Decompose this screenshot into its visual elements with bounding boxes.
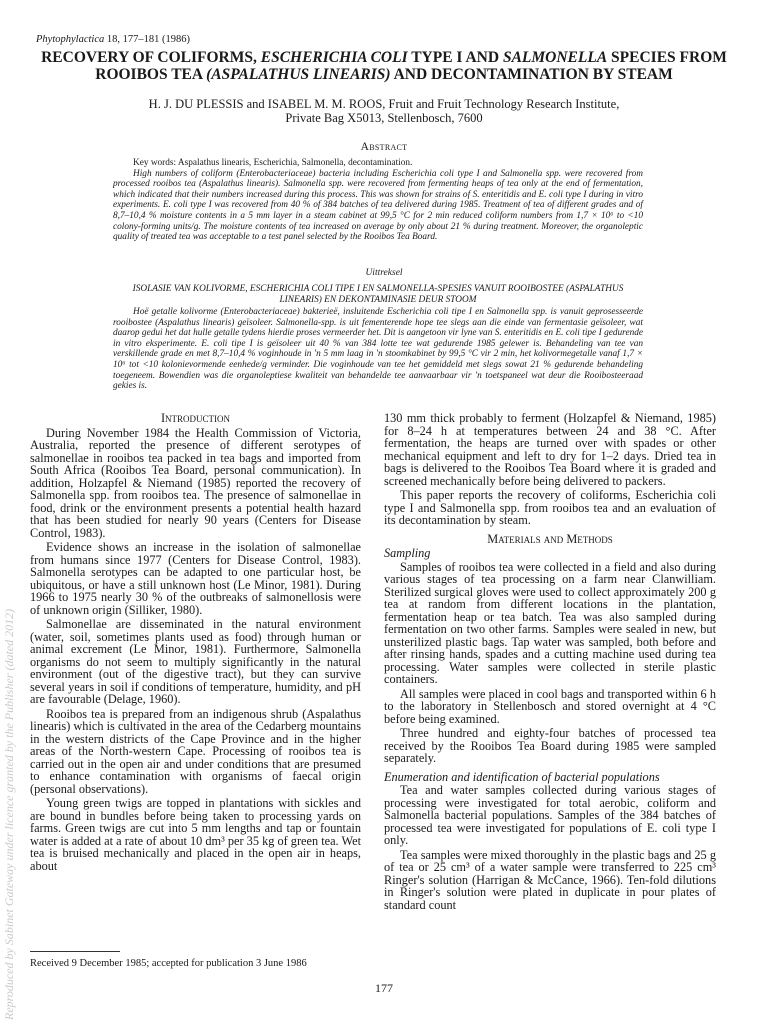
received-footnote: Received 9 December 1985; accepted for publication 3 June 1986: [30, 958, 307, 969]
methods-heading: Materials and Methods: [487, 531, 613, 546]
page-number: 177: [375, 981, 393, 995]
paragraph: During November 1984 the Health Commission of Victoria, Australia, reported the presence of different serotypes of salmonellae in rooibos tea packed in tea bags and imported from South Africa (Rooibos Tea Board, personal communication). In addition, Holzapfel & Niemand (1985) reported the recovery of Salmonella spp. from rooibos tea. The presence of salmonellae in food, drink or the environment presents a potential health hazard that has been studied for nearly 90 years (Centers for Disease Control, 1983).: [30, 425, 361, 540]
paper-title: [30, 50, 738, 83]
paragraph: Evidence shows an increase in the isolation of salmonellae from humans since 1977 (Centers for Disease Control, 1983). Salmonella serotypes can be adapted to one particular host, be ubiquitous, or have a still unknown host (Le Minor, 1981). During 1966 to 1975 nearly 30 % of the outbreaks of salmonellosis were of unknown origin (Silliker, 1980).: [30, 540, 361, 617]
journal-volume: 18, 177–181 (1986): [106, 34, 190, 45]
paragraph: Samples of rooibos tea were collected in a field and also during various stages of tea processing on a farm near Clanwilliam. Sterilized surgical gloves were used to collect approximately 200 g tea at random from different locations in the plantation, fermentation heap or tea batch. Tea was also sampled during fermentation on two other farms. Samples were sealed in new, but unsterilized plastic bags. Tap water was sampled, both before and after rinsing hands, spades and a cutting machine used during tea processing. Water samples were collected in sterile plastic containers.: [384, 559, 716, 686]
paragraph: All samples were placed in cool bags and transported within 6 h to the laboratory in Stellenbosch and stored overnight at 4 °C before being examined.: [384, 686, 716, 726]
enumeration-subheading: Enumeration and identification of bacterial populations: [384, 769, 660, 784]
introduction-heading: Introduction: [160, 411, 231, 425]
abstract: [113, 158, 643, 243]
left-column: [30, 412, 361, 874]
sampling-subheading: Sampling: [384, 546, 431, 560]
title-part: AND DECONTAMINATION BY STEAM: [390, 65, 673, 83]
paragraph: Tea samples were mixed thoroughly in the plastic bags and 25 g of tea or 25 cm³ of a water sample were transferred to 225 cm³ Ringer's solution (Harrigan & McCance, 1966). Ten-fold dilutions in Ringer's solution were plated in duplicate in pour plates of standard count: [384, 847, 716, 912]
keywords: Key words: Aspalathus linearis, Escherichia, Salmonella, decontamination.: [133, 158, 413, 168]
paragraph: Three hundred and eighty-four batches of processed tea received by the Rooibos Tea Board during 1985 were sampled separately.: [384, 726, 716, 765]
journal-name: Phytophylactica: [36, 34, 105, 45]
footnote-rule: [30, 951, 120, 952]
title-salmonella: SALMONELLA: [502, 49, 608, 66]
title-aspalathus: (ASPALATHUS LINEARIS): [206, 65, 391, 83]
paragraph: This paper reports the recovery of coliforms, Escherichia coli type I and Salmonella spp. from rooibos tea and an evaluation of its decontamination by steam.: [384, 488, 716, 527]
paragraph: 130 mm thick probably to ferment (Holzapfel & Niemand, 1985) for 8–24 h at temperatures between 24 and 38 °C. After fermentation, the heaps are turned over with spades or other mechanical equipment and left to dry for 1–2 days. Dried tea in bags is delivered to the Rooibos Tea Board where it is graded and screened mechanically before being delivered to packers.: [384, 411, 716, 488]
title-part: SPECIES FROM ROOIBOS TEA: [95, 49, 727, 83]
right-column: [384, 412, 716, 913]
title-part: TYPE I AND: [407, 49, 503, 66]
abstract-heading: Abstract: [360, 141, 408, 153]
paragraph: Salmonellae are disseminated in the natural environment (water, soil, sometimes plants used as food) through human or animal excrement (Le Minor, 1981). Furthermore, Salmonella organisms do not seem to multiply significantly in the natural environment (out of the digestive tract), but they can survive several years in soil if conditions of temperature, humidity, and pH are favourable (Delage, 1960).: [30, 617, 361, 706]
paragraph: Tea and water samples collected during various stages of processing were investigated for total aerobic, coliform and Salmonella bacterial populations. Samples of the 384 batches of processed tea were investigated for populations of E. coli type I only.: [384, 783, 716, 847]
title-ecoli: ESCHERICHIA COLI: [260, 49, 408, 66]
uittreksel-title: ISOLASIE VAN KOLIVORME, ESCHERICHIA COLI TIPE I EN SALMONELLA-SPESIES VANUIT ROOIBOSTEE (ASPALATHUS LINEARIS) EN DEKONTAMINASIE DEUR STOOM: [132, 284, 624, 305]
journal-citation: [36, 34, 190, 45]
title-part: RECOVERY OF COLIFORMS,: [41, 49, 261, 66]
uittreksel-text: Hoë getalle kolivorme (Enterobacteriaceae) bakterieë, insluitende Escherichia coli tipe I en Salmonella spp. is vanuit geprosesseerde rooibostee (Aspalathus linearis) geïsoleer. Salmonella-spp. is uit fementerende hope tee slegs aan die einde van fermentasie geïsoleer, wat daarop gedui het dat hulle getalle tydens hierdie proses vermeerder het. Dit is aangetoon vir lyne van S. enteritidis en E. coli tipe I gedurende in vitro eksperimente. E. coli tipe I is geïsoleer uit 40 % van 384 lotte tee wat gedurende 1985 gelewer is. Behandeling van tee van verskillende grade en met 8,7–10,4 % voginhoude in 'n 5 mm laag in 'n stoomkabinet by 99,5 °C vir 2 min, het kolivormegetalle vanaf 1,7 × 10⁶ tot <10 kolonievormende eenhede/g verminder. Die voginhoude van tee het gemiddeld met slegs sowat 21 % gedurende behandeling toegeneem. Bowendien was die organoleptiese kwaliteit van behandelde tee aanvaarbaar vir 'n toetspaneel wat deur die Rooibosteeraad gekies is.: [113, 307, 643, 392]
affiliation-line: Private Bag X5013, Stellenbosch, 7600: [285, 111, 483, 125]
uittreksel-body: [113, 307, 643, 392]
abstract-text: High numbers of coliform (Enterobacteriaceae) bacteria including Escherichia coli type I and Salmonella spp. were recovered from processed rooibos tea (Aspalathus linearis). Salmonella spp. were recovered from fermenting heaps of tea only at the end of fermentation, which indicated that their numbers increased during this process. This was shown for strains of S. enteritidis and E. coli type I during in vitro experiments. E. coli type I was recovered from 40 % of 384 batches of tea delivered during 1985. Treatment of tea of different grades and of 8,7–10,4 % moisture contents in a 5 mm layer in a steam cabinet at 99,5 °C for 2 min reduced coliform numbers from 1,7 × 10⁶ to <10 colony-forming units/g. The moisture contents of tea increased on average by only about 21 % during treatment. Moreover, the organoleptic quality of treated tea was acceptable to a test panel selected by the Rooibos Tea Board.: [113, 168, 643, 243]
paragraph: Rooibos tea is prepared from an indigenous shrub (Aspalathus linearis) which is cultivated in the area of the Cedarberg mountains in the western districts of the Cape Province and in the higher areas of the North-western Cape. Processing of rooibos tea is carried out in the open air and under conditions that are presumed to enhance contamination with organisms of faecal origin (personal observations).: [30, 706, 361, 796]
paragraph: Young green twigs are topped in plantations with sickles and are bound in bundles before being taken to processing yards on farms. Green twigs are cut into 5 mm lengths and tap or fountain water is added at a rate of about 10 dm³ per 35 kg of green tea. Wet tea is bruised mechanically and placed in the open air in heaps, about: [30, 796, 361, 873]
reproduction-watermark: Reproduced by Sabinet Gateway under licence granted by the Publisher (dated 2012): [2, 608, 16, 1020]
authors-line: H. J. DU PLESSIS and ISABEL M. M. ROOS, Fruit and Fruit Technology Research Institute,: [148, 97, 620, 111]
uittreksel-heading: Uittreksel: [365, 268, 403, 278]
author-affiliation: [60, 97, 708, 125]
